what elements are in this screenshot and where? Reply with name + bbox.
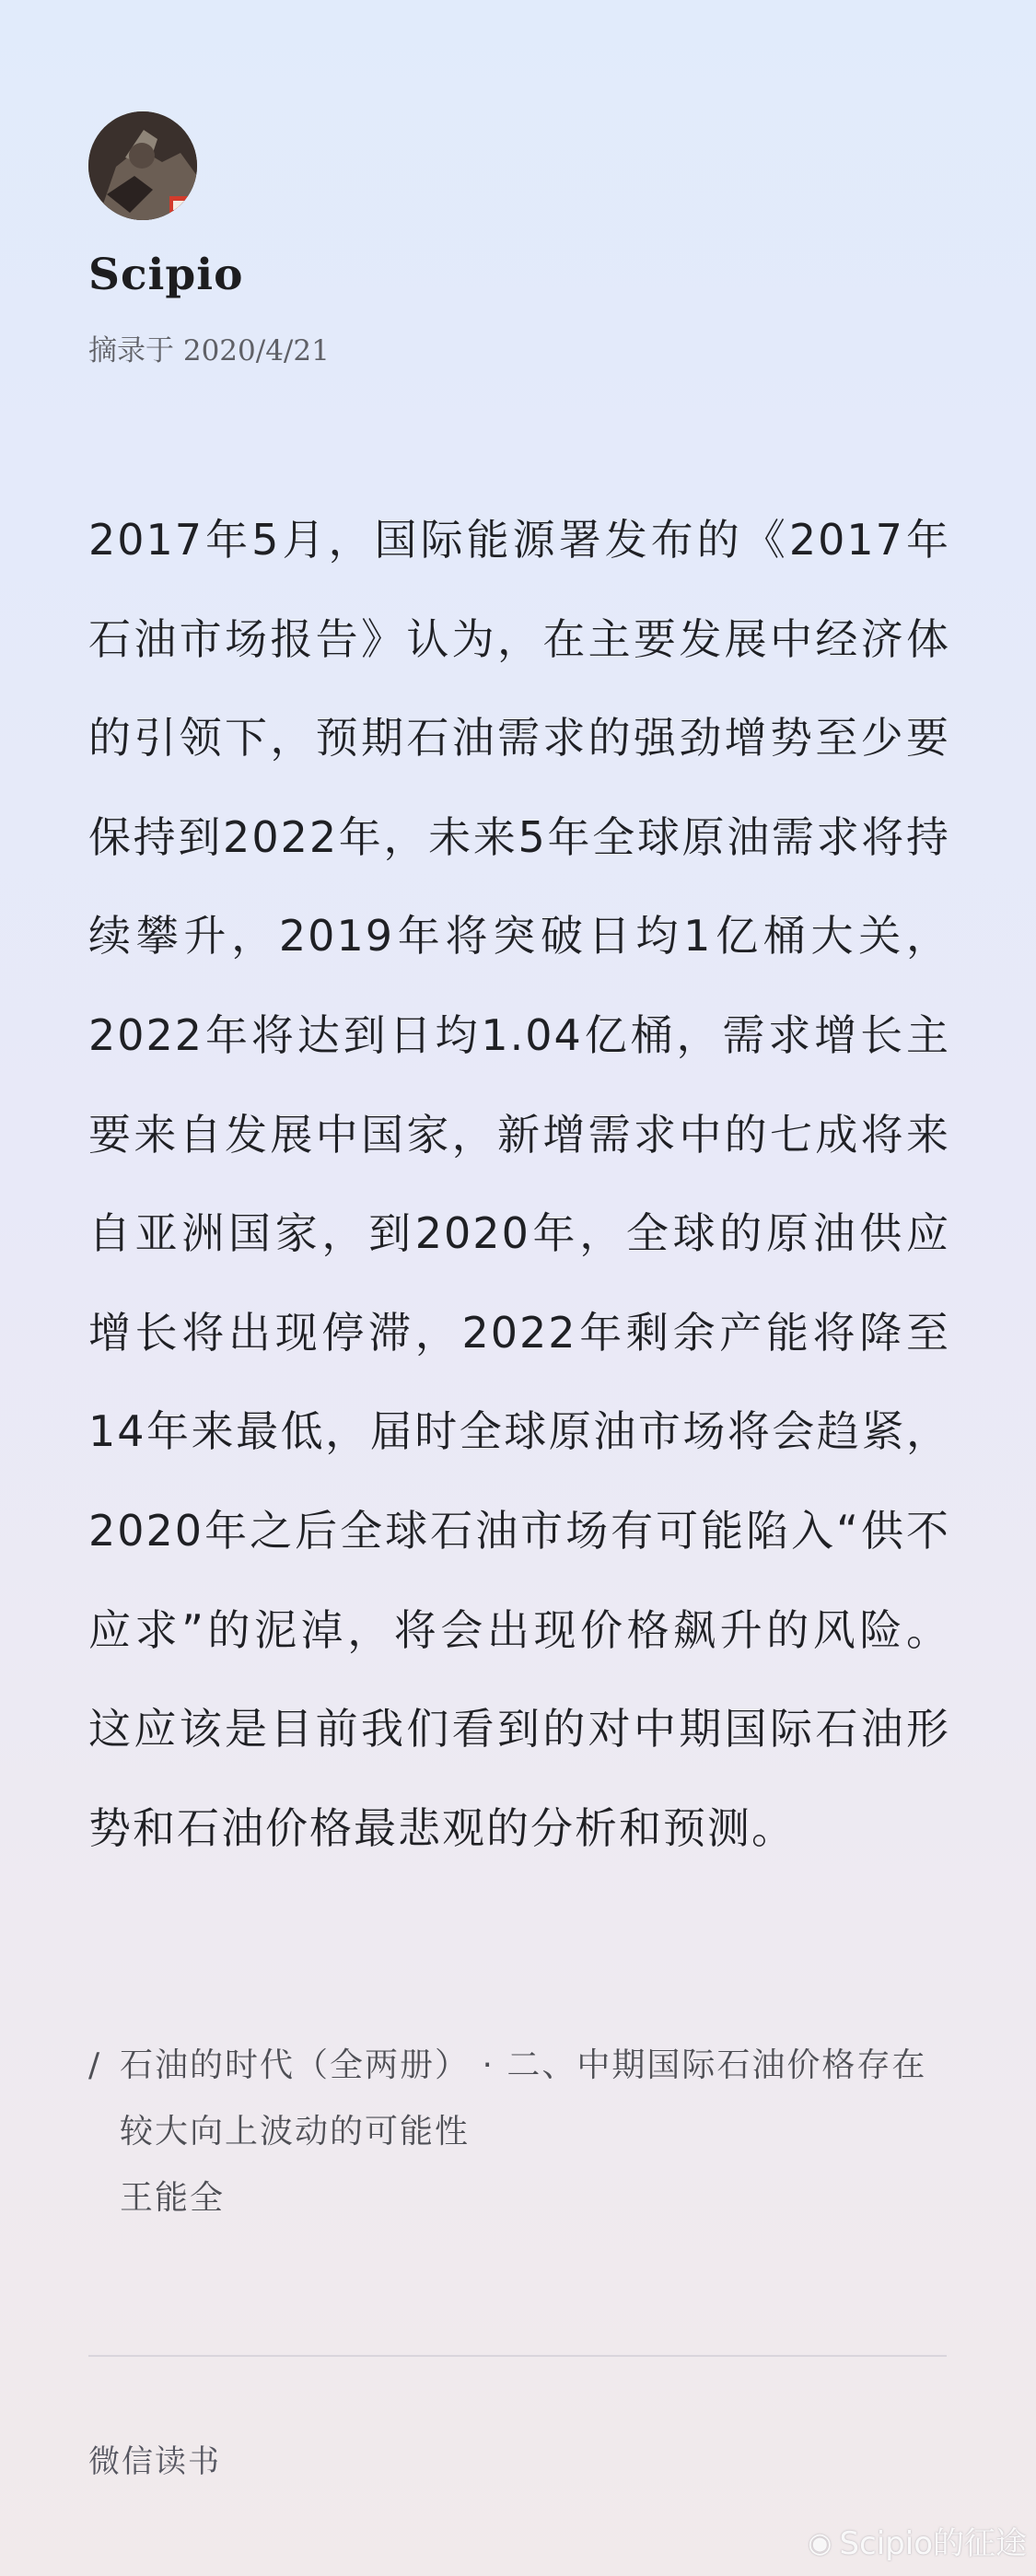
divider xyxy=(88,2355,947,2357)
author-name: Scipio xyxy=(88,250,244,300)
watermark xyxy=(808,2525,1027,2562)
excerpt-date: 摘录于 2020/4/21 xyxy=(88,334,330,367)
source-slash: / xyxy=(88,2046,102,2084)
user-avatar-icon xyxy=(88,111,197,220)
book-author: 王能全 xyxy=(120,2179,226,2217)
book-source[interactable] xyxy=(88,2033,950,2232)
watermark-text: Scipio的征途 xyxy=(839,2525,1027,2562)
weibo-logo-icon: ◉ xyxy=(808,2527,832,2559)
avatar[interactable] xyxy=(88,111,197,220)
quote-text: 2017年5月，国际能源署发布的《2017年石油市场报告》认为，在主要发展中经济体的引领下，预期石油需求的强劲增势至少要保持到2022年，未来5年全球原油需求将持续攀升，2019年将突破日均1亿桶大关，2022年将达到日均1.04亿桶，需求增长主要来自发展中国家，新增需求中的七成将来自亚洲国家，到2020年，全球的原油供应增长将出现停滞，2022年剩余产能将降至14年来最低，届时全球原油市场将会趋紧，2020年之后全球石油市场有可能陷入“供不应求”的泥淖，将会出现价格飙升的风险。这应该是目前我们看到的对中期国际石油形势和石油价格最悲观的分析和预测。 xyxy=(88,515,950,1853)
app-name: 微信读书 xyxy=(88,2443,221,2480)
book-title: 石油的时代（全两册） · 二、中期国际石油价格存在较大向上波动的可能性 xyxy=(120,2046,927,2151)
